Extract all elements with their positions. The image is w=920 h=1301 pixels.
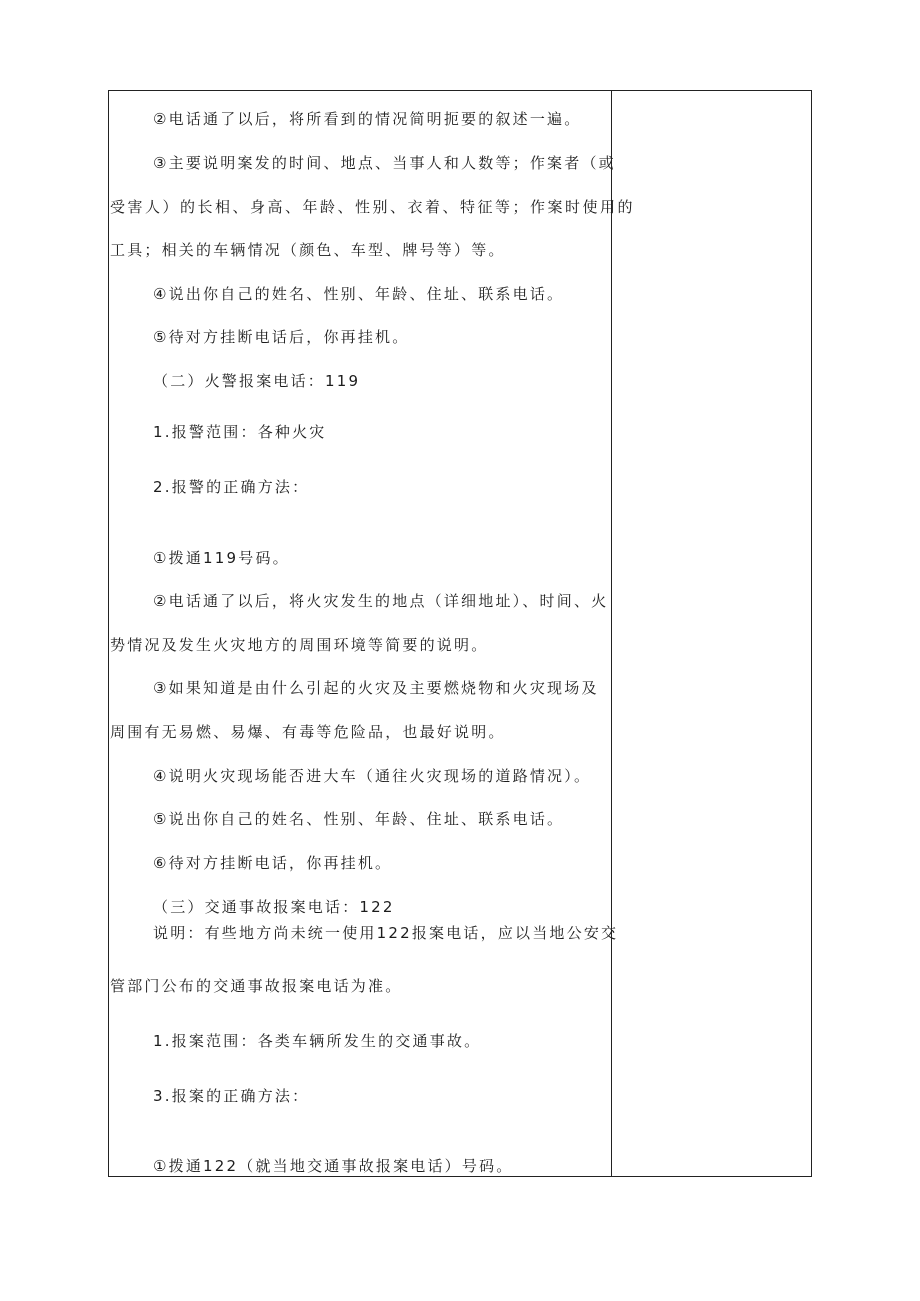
column-divider — [611, 91, 612, 1176]
text-line: ⑥待对方挂断电话，你再挂机。 — [153, 854, 393, 872]
text-line: ⑤说出你自己的姓名、性别、年龄、住址、联系电话。 — [153, 810, 565, 828]
text-line: ②电话通了以后，将火灾发生的地点（详细地址）、时间、火 — [153, 592, 609, 610]
text-line: 势情况及发生火灾地方的周围环境等简要的说明。 — [110, 636, 489, 654]
text-line: 说明：有些地方尚未统一使用122报案电话，应以当地公安交 — [153, 924, 619, 942]
text-line: 2.报警的正确方法： — [153, 478, 310, 496]
text-line: 工具；相关的车辆情况（颜色、车型、牌号等）等。 — [110, 241, 506, 259]
section-heading: （三）交通事故报案电话：122 — [153, 898, 395, 916]
text-line: 1.报案范围：各类车辆所发生的交通事故。 — [153, 1032, 482, 1050]
text-line: 管部门公布的交通事故报案电话为准。 — [110, 977, 403, 995]
text-line: ①拨通119号码。 — [153, 549, 290, 567]
text-line: ②电话通了以后，将所看到的情况简明扼要的叙述一遍。 — [153, 110, 582, 128]
text-line: ③主要说明案发的时间、地点、当事人和人数等；作案者（或 — [153, 154, 616, 172]
text-line: 受害人）的长相、身高、年龄、性别、衣着、特征等；作案时使用的 — [110, 198, 636, 216]
section-heading: （二）火警报案电话：119 — [153, 372, 361, 390]
text-line: 3.报案的正确方法： — [153, 1087, 310, 1105]
text-line: ①拨通122（就当地交通事故报案电话）号码。 — [153, 1157, 514, 1175]
text-line: 周围有无易燃、易爆、有毒等危险品，也最好说明。 — [110, 723, 506, 741]
text-line: ④说明火灾现场能否进大车（通往火灾现场的道路情况）。 — [153, 767, 592, 785]
text-line: 1.报警范围：各种火灾 — [153, 423, 327, 441]
text-line: ⑤待对方挂断电话后，你再挂机。 — [153, 328, 410, 346]
text-line: ③如果知道是由什么引起的火灾及主要燃烧物和火灾现场及 — [153, 679, 599, 697]
text-line: ④说出你自己的姓名、性别、年龄、住址、联系电话。 — [153, 285, 565, 303]
